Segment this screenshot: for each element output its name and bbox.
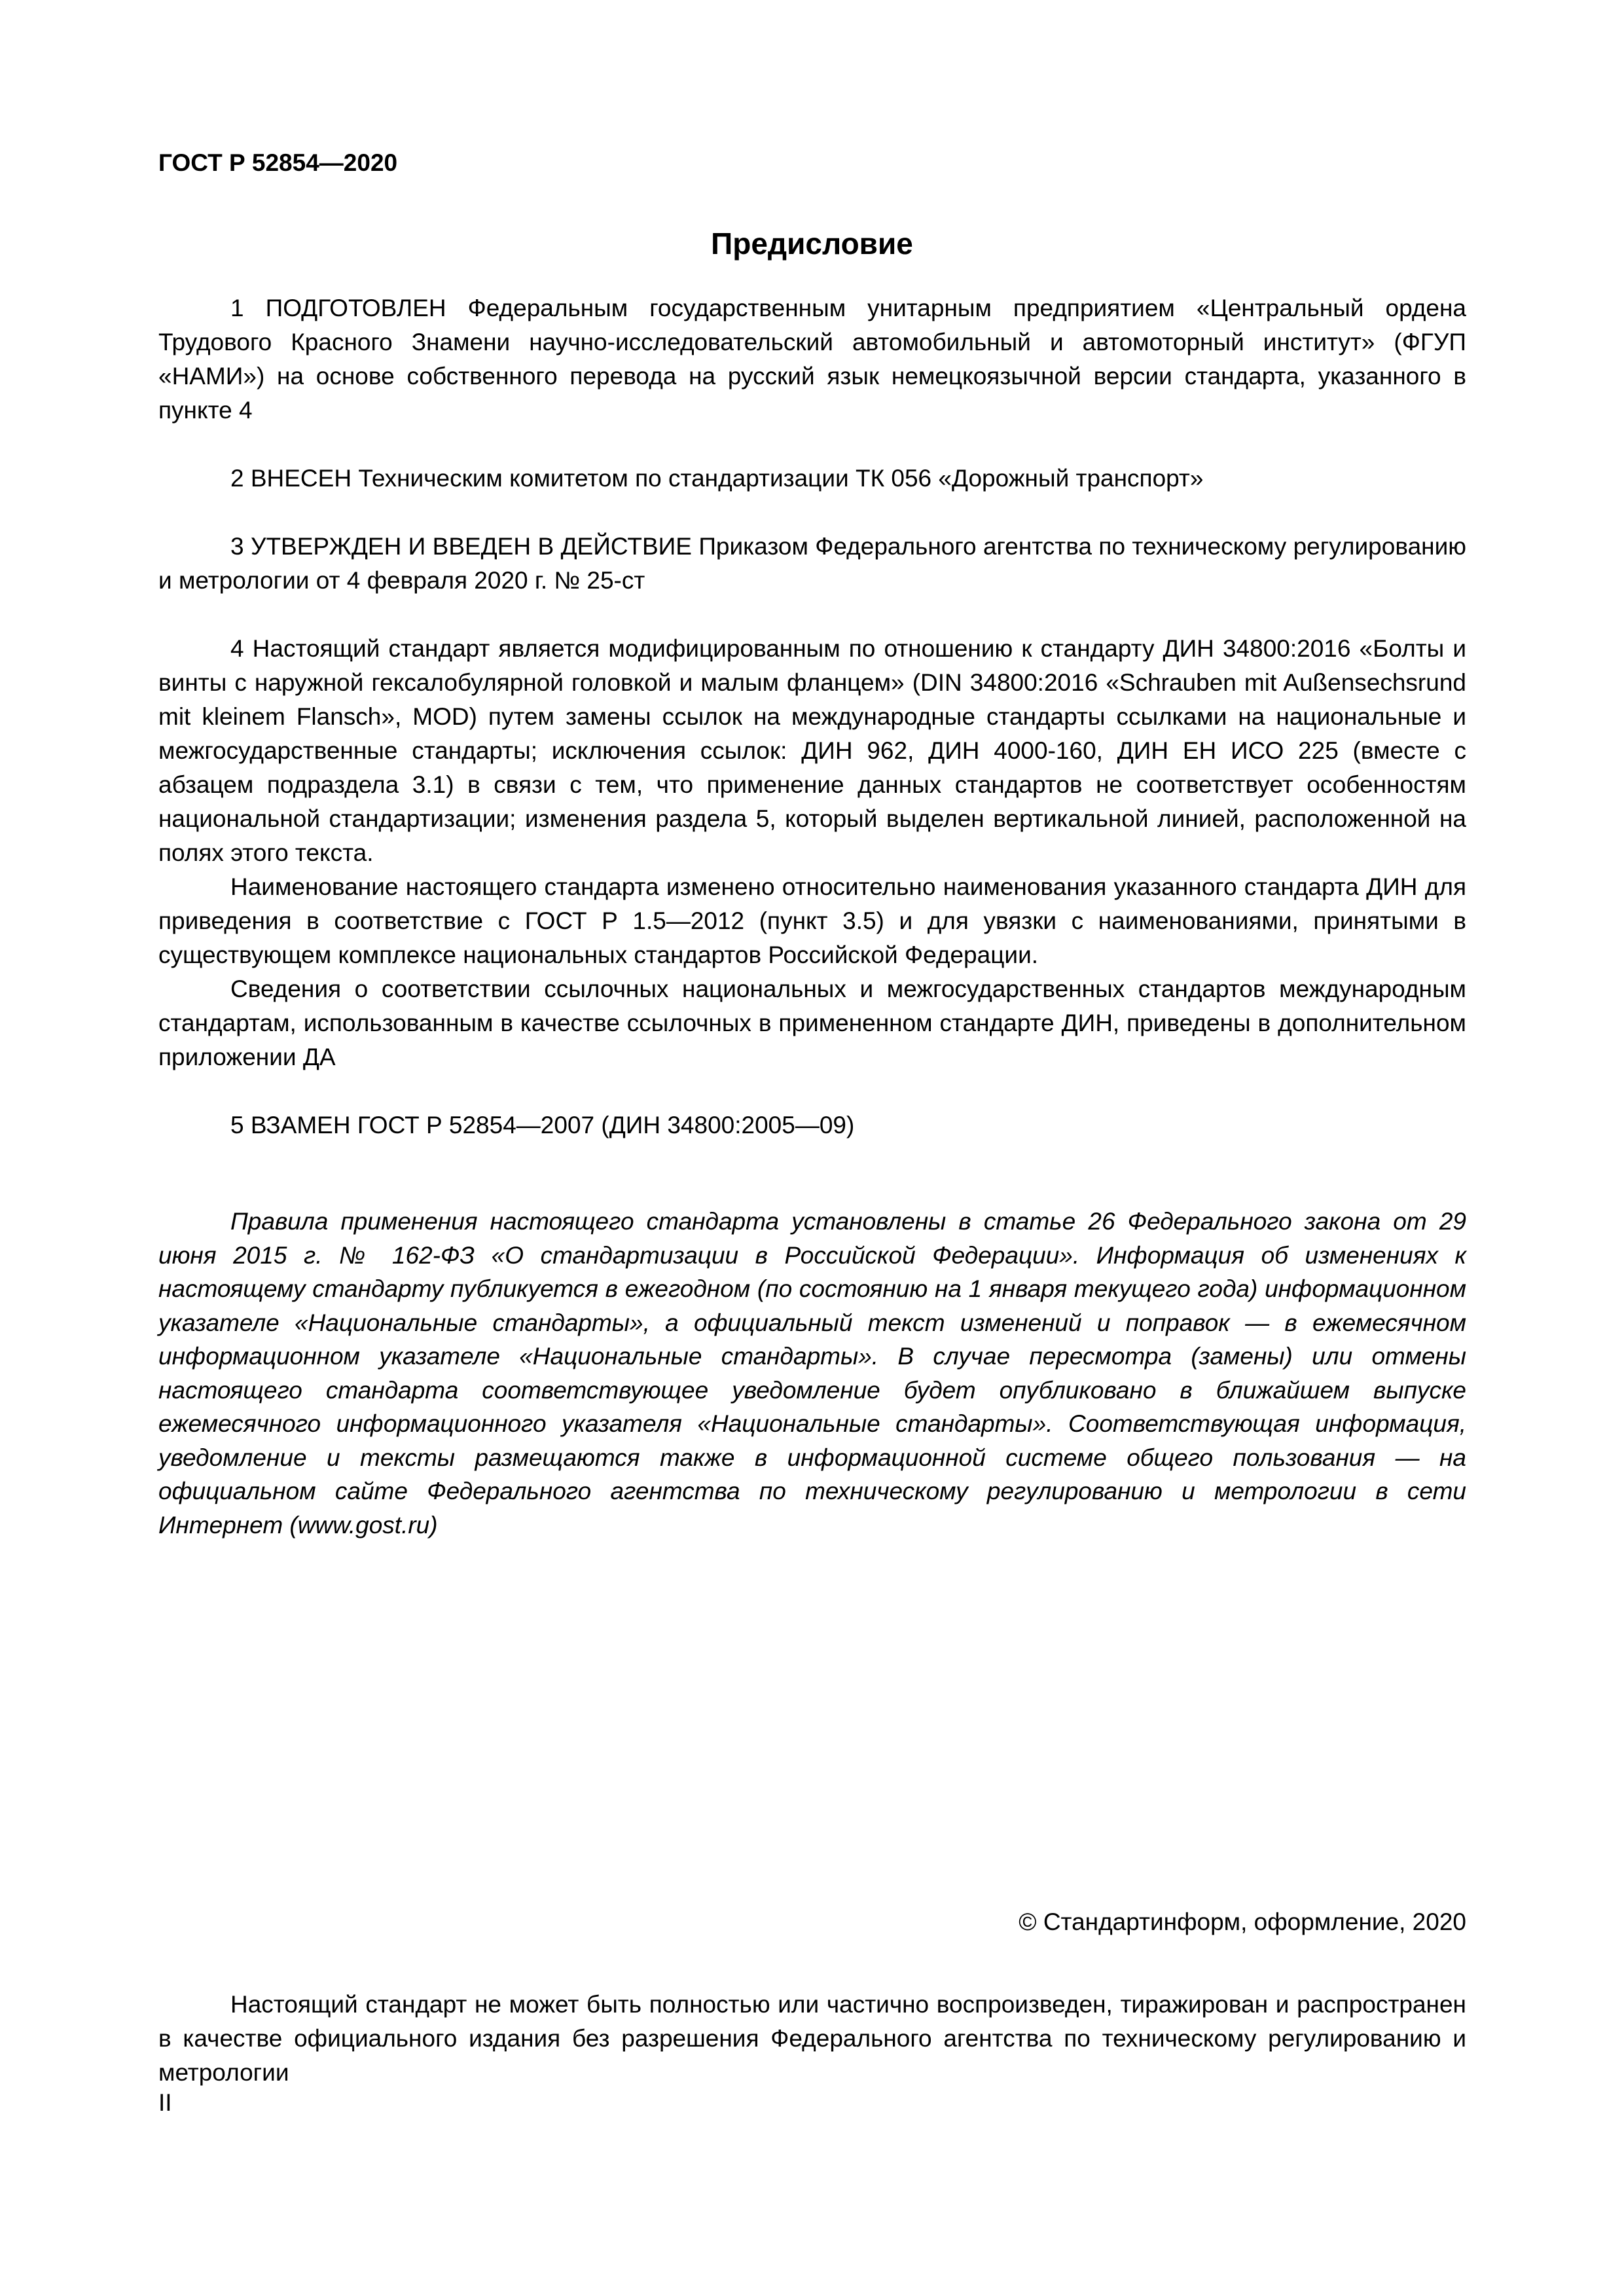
section-3: 3 УТВЕРЖДЕН И ВВЕДЕН В ДЕЙСТВИЕ Приказом Федерального агентства по техническому регулированию и метрологии от 4 февраля 2020 г. № 25-ст	[158, 533, 1466, 594]
section-1: 1 ПОДГОТОВЛЕН Федеральным государственным унитарным предприятием «Центральный ордена Трудового Красного Знамени научно-исследовательский автомобильный и автомоторный институт» (ФГУП «НАМИ») на основе собственного перевода на русский язык немецкоязычной версии стандарта, указанного в пункте 4	[158, 295, 1466, 424]
section-4-appendix-note: Сведения о соответствии ссылочных национальных и межгосударственных стандартов международным стандартам, использованным в качестве ссылочных в примененном стандарте ДИН, приведены в дополнительном приложении ДА	[158, 975, 1466, 1070]
rules-notice-text: Правила применения настоящего стандарта установлены в статье 26 Федерального закона от 29 июня 2015 г. № 162-ФЗ «О стандартизации в Российской Федерации». Информация об изменениях к настоящему стандарту публикуется в ежегодном (по состоянию на 1 января текущего года) информационном указателе «Национальные стандарты», а официальный текст изменений и поправок — в ежемесячном информационном указателе «Национальные стандарты». В случае пересмотра (замены) или отмены настоящего стандарта соответствующее уведомление будет опубликовано в ближайшем выпуске ежемесячного информационного указателя «Национальные стандарты». Соответствующая информация, уведомление и тексты размещаются также в информационной системе общего пользования — на официальном сайте Федерального агентства по техническому регулированию и метрологии в сети Интернет (www.gost.ru)	[158, 1208, 1466, 1539]
page-title: Предисловие	[711, 227, 913, 261]
page-number: II	[158, 2089, 172, 2116]
rules-notice	[158, 1205, 1466, 1542]
section-2: 2 ВНЕСЕН Техническим комитетом по стандартизации ТК 056 «Дорожный транспорт»	[230, 465, 1204, 492]
section-4: 4 Настоящий стандарт является модифицированным по отношению к стандарту ДИН 34800:2016 «Болты и винты с наружной гексалобулярной головкой и малым фланцем» (DIN 34800:2016 «Schrauben mit Außensechsrund mit kleinem Flansch», MOD) путем замены ссылок на международные стандарты ссылками на национальные и межгосударственные стандарты; исключения ссылок: ДИН 962, ДИН 4000-160, ДИН ЕН ИСО 225 (вместе с абзацем подраздела 3.1) в связи с тем, что применение данных стандартов не соответствует особенностям национальной стандартизации; изменения раздела 5, который выделен вертикальной линией, расположенной на полях этого текста.	[158, 635, 1466, 866]
section-5: 5 ВЗАМЕН ГОСТ Р 52854—2007 (ДИН 34800:2005—09)	[230, 1112, 855, 1139]
reproduction-notice	[158, 1988, 1466, 2090]
section-4-title-note: Наименование настоящего стандарта изменено относительно наименования указанного стандарта ДИН для приведения в соответствие с ГОСТ Р 1.5—2012 (пункт 3.5) и для увязки с наименованиями, принятыми в существующем комплексе национальных стандартов Российской Федерации.	[158, 873, 1466, 968]
copyright-notice: © Стандартинформ, оформление, 2020	[1019, 1908, 1466, 1935]
document-id: ГОСТ Р 52854—2020	[158, 149, 398, 176]
foreword-body	[158, 291, 1466, 1142]
reproduction-notice-text: Настоящий стандарт не может быть полностью или частично воспроизведен, тиражирован и распространен в качестве официального издания без разрешения Федерального агентства по техническому регулированию и метрологии	[158, 1991, 1466, 2086]
